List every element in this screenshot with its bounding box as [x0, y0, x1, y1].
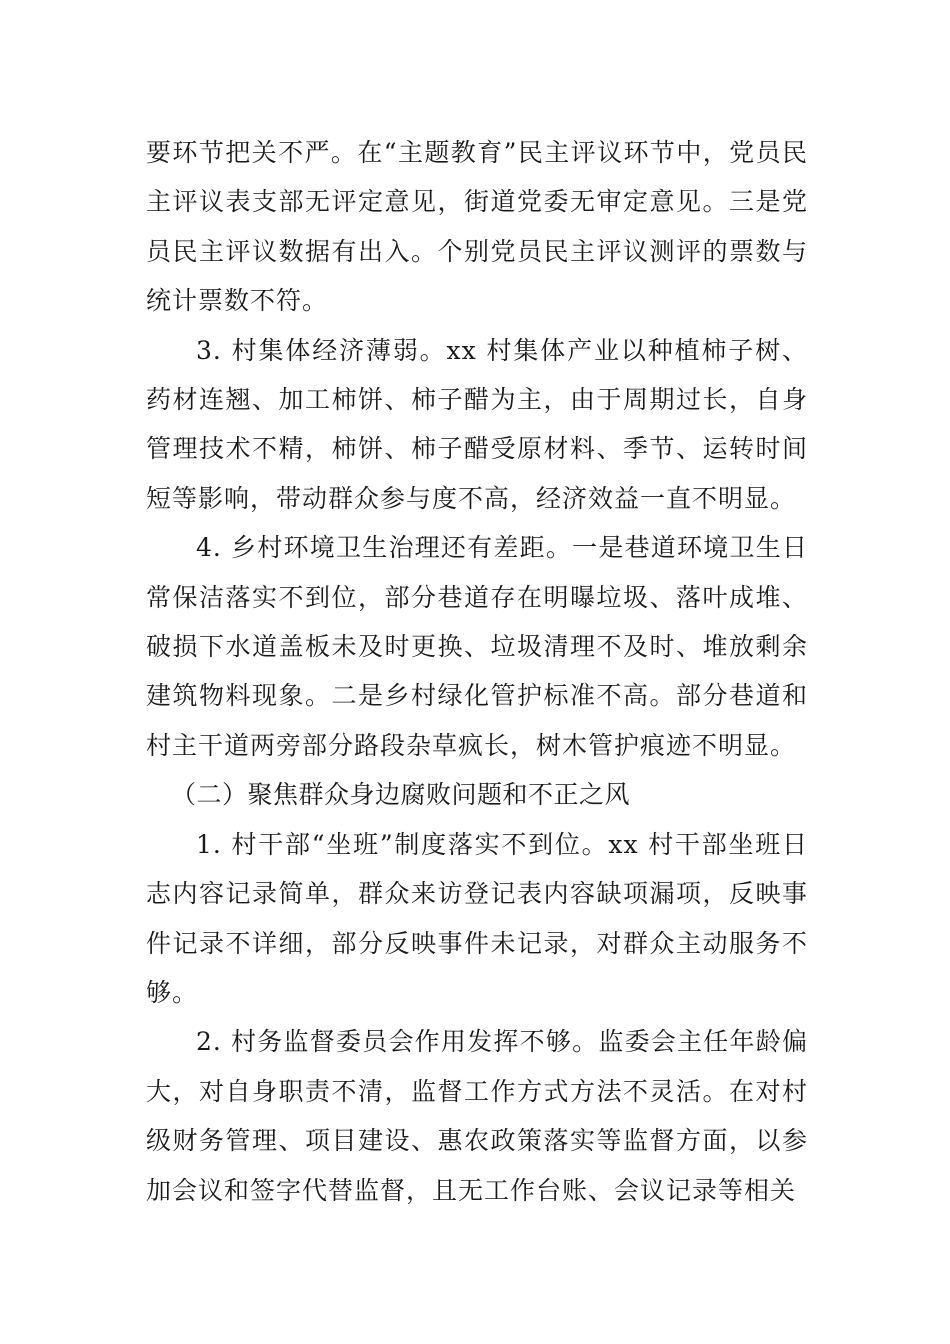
paragraph-item-1: 1. 村干部“坐班”制度落实不到位。xx 村干部坐班日志内容记录简单，群众来访登记表内容缺项漏项，反映事件记录不详细，部分反映事件未记录，对群众主动服务不够。	[146, 829, 808, 1007]
paragraph-item-4: 4. 乡村环境卫生治理还有差距。一是巷道环境卫生日常保洁落实不到位，部分巷道存在明曝垃圾、落叶成堆、破损下水道盖板未及时更换、垃圾清理不及时、堆放剩余建筑物料现象。二是乡村绿化管护标准不高。部分巷道和村主干道两旁部分路段杂草疯长，树木管护痕迹不明显。	[146, 533, 808, 760]
document-body	[146, 128, 808, 1215]
paragraph-item-3: 3. 村集体经济薄弱。xx 村集体产业以种植柿子树、药材连翘、加工柿饼、柿子醋为主，由于周期过长，自身管理技术不精，柿饼、柿子醋受原材料、季节、运转时间短等影响，带动群众参与度不高，经济效益一直不明显。	[146, 335, 808, 513]
paragraph-continued: 要环节把关不严。在“主题教育”民主评议环节中，党员民主评议表支部无评定意见，街道党委无审定意见。三是党员民主评议数据有出入。个别党员民主评议测评的票数与统计票数不符。	[146, 138, 808, 316]
section-heading: （二）聚焦群众身边腐败问题和不正之风	[171, 780, 631, 810]
paragraph-item-2: 2. 村务监督委员会作用发挥不够。监委会主任年龄偏大，对自身职责不清，监督工作方式方法不灵活。在对村级财务管理、项目建设、惠农政策落实等监督方面，以参加会议和签字代替监督，且无工作台账、会议记录等相关	[146, 1027, 808, 1205]
